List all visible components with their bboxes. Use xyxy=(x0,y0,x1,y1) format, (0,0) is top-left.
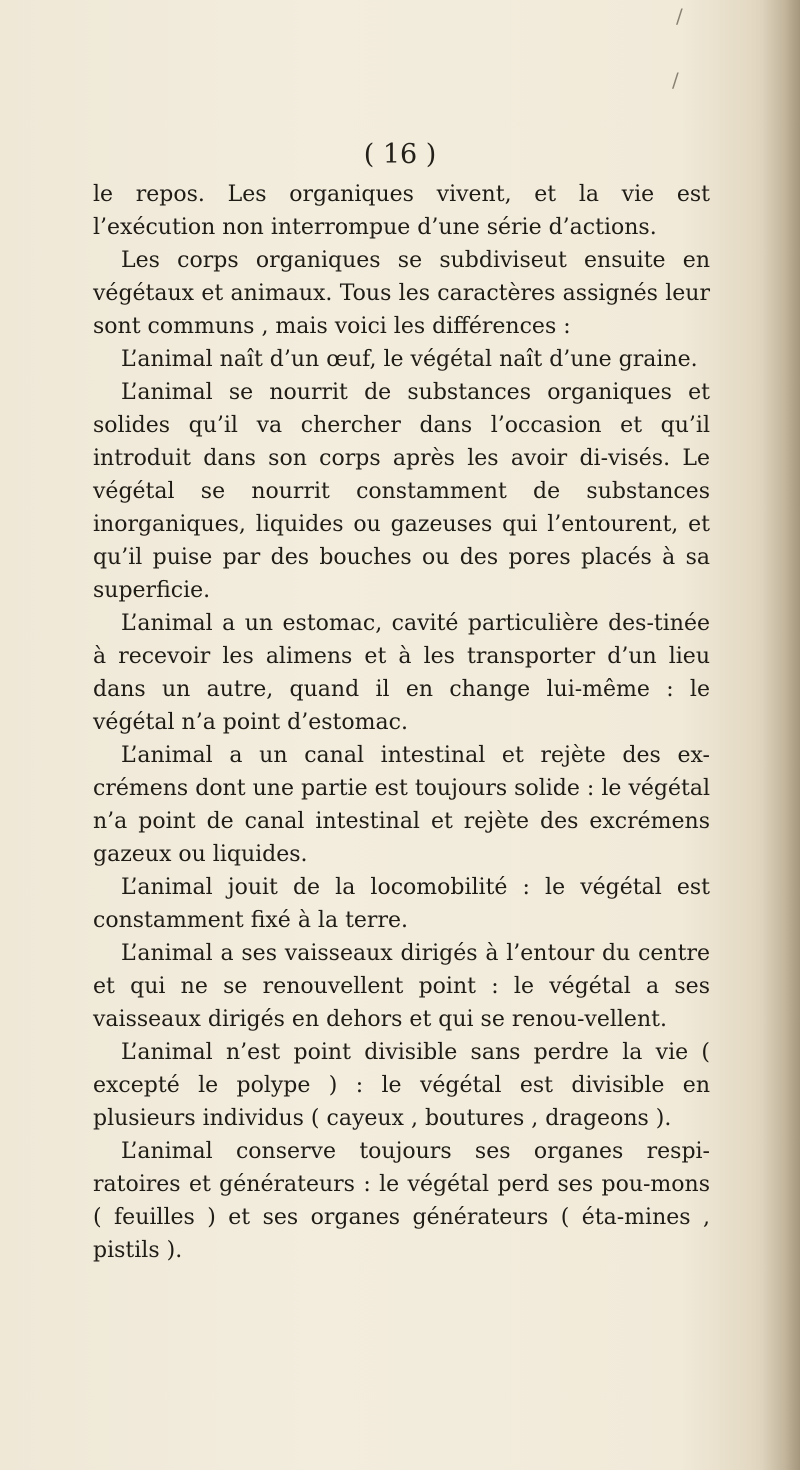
paragraph: L’animal a un canal intestinal et rejète des ex-crémens dont une partie est toujours solide : le végétal n’a point de canal intestinal et rejète des excrémens gazeux ou liquides. xyxy=(93,743,710,867)
paragraph: L’animal a un estomac, cavité particulière des-tinée à recevoir les alimens et à les transporter d’un lieu dans un autre, quand il en change lui-même : le végétal n’a point d’estomac. xyxy=(93,611,710,735)
stray-mark: / xyxy=(676,4,683,28)
page-edge-shadow xyxy=(762,0,800,1470)
body-text xyxy=(93,178,710,1267)
stray-mark: / xyxy=(672,68,679,92)
page-number: ( 16 ) xyxy=(363,139,437,170)
paragraph: L’animal conserve toujours ses organes respi-ratoires et générateurs : le végétal perd ses pou-mons ( feuilles ) et ses organes générateurs ( éta-mines , pistils ). xyxy=(93,1139,710,1263)
paragraph: L’animal a ses vaisseaux dirigés à l’entour du centre et qui ne se renouvellent point : le végétal a ses vaisseaux dirigés en dehors et qui se renou-vellent. xyxy=(93,941,710,1032)
paragraph: le repos. Les organiques vivent, et la vie est l’exécution non interrompue d’une série d’actions. xyxy=(93,182,710,240)
paragraph: Les corps organiques se subdiviseut ensuite en végétaux et animaux. Tous les caractères assignés leur sont communs , mais voici les différences : xyxy=(93,248,710,339)
paragraph: L’animal se nourrit de substances organiques et solides qu’il va chercher dans l’occasion et qu’il introduit dans son corps après les avoir di-visés. Le végétal se nourrit constamment de substances inorganiques, liquides ou gazeuses qui l’entourent, et qu’il puise par des bouches ou des pores placés à sa superficie. xyxy=(93,380,710,603)
paragraph: L’animal n’est point divisible sans perdre la vie ( excepté le polype ) : le végétal est divisible en plusieurs individus ( cayeux , boutures , drageons ). xyxy=(93,1040,710,1131)
paragraph: L’animal jouit de la locomobilité : le végétal est constamment fixé à la terre. xyxy=(93,875,710,933)
paragraph: L’animal naît d’un œuf, le végétal naît d’une graine. xyxy=(121,347,698,372)
